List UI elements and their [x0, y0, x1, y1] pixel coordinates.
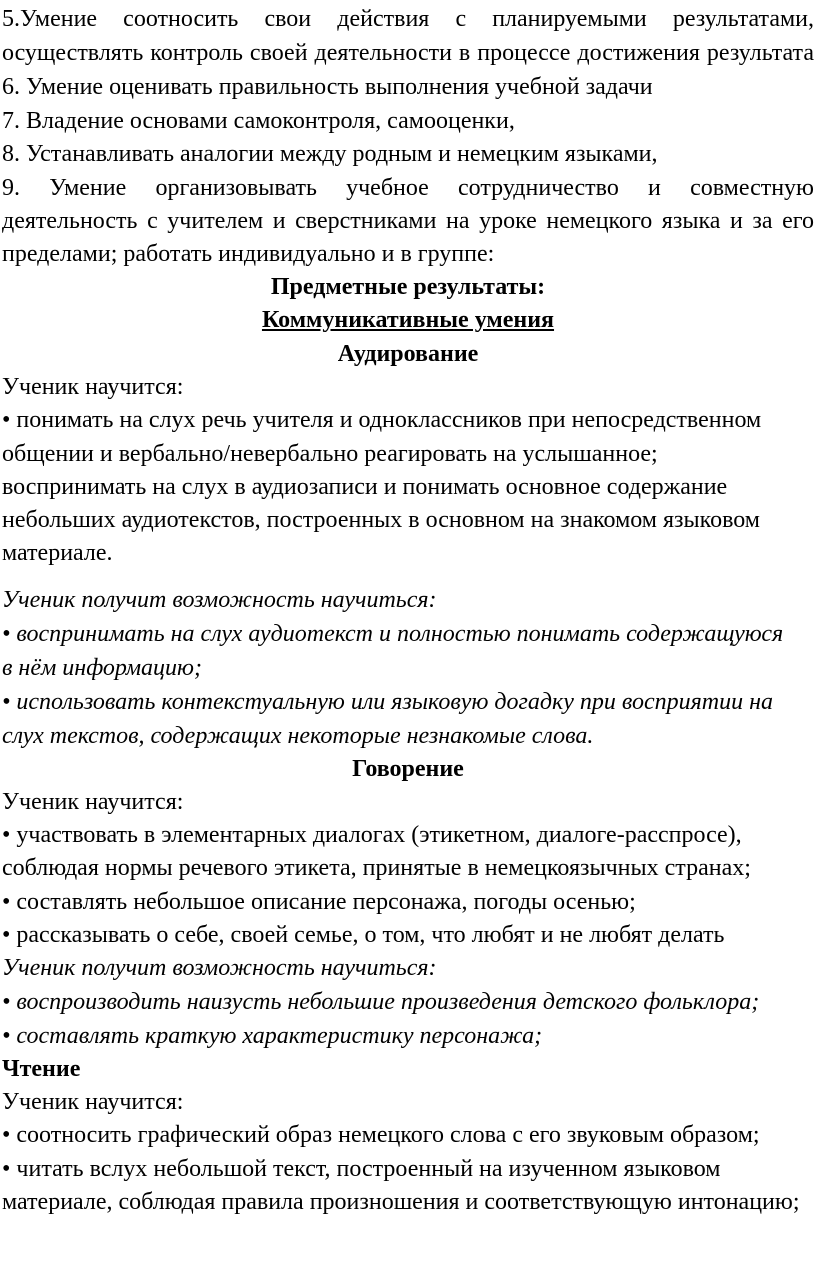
reading-learn-line-3: материале, соблюдая правила произношения и соответствующую интонацию;: [2, 1189, 800, 1215]
listening-learn-line-5: материале.: [2, 540, 113, 566]
speaking-learn-line-4: • рассказывать о себе, своей семье, о том, что любят и не любят делать: [2, 922, 725, 948]
speaking-opportunity-intro: Ученик получит возможность научиться:: [2, 955, 437, 981]
listening-opportunity-line-3: • использовать контекстуальную или языковую догадку при восприятии на: [2, 689, 774, 715]
speaking-heading: Говорение: [352, 756, 464, 782]
speaking-opportunity-line-1: • воспроизводить наизусть небольшие произведения детского фольклора;: [2, 989, 760, 1015]
speaking-learn-line-2: соблюдая нормы речевого этикета, принятые в немецкоязычных странах;: [2, 855, 751, 881]
listening-heading: Аудирование: [337, 341, 479, 367]
objective-9-line-3: пределами; работать индивидуально и в группе:: [2, 241, 495, 267]
listening-learn-line-3: воспринимать на слух в аудиозаписи и понимать основное содержание: [2, 474, 728, 500]
reading-heading: Чтение: [2, 1056, 81, 1082]
listening-opportunity-line-1: • воспринимать на слух аудиотекст и полностью понимать содержащуюся: [2, 621, 784, 647]
objective-6: 6. Умение оценивать правильность выполнения учебной задачи: [2, 74, 653, 100]
listening-learn-line-4: небольших аудиотекстов, построенных в основном на знакомом языковом: [2, 507, 760, 533]
objective-7: 7. Владение основами самоконтроля, самооценки,: [2, 108, 515, 134]
speaking-learn-line-1: • участвовать в элементарных диалогах (этикетном, диалоге-расспросе),: [2, 822, 742, 848]
speaking-opportunity-line-2: • составлять краткую характеристику персонажа;: [2, 1023, 543, 1049]
listening-learn-line-2: общении и вербально/невербально реагировать на услышанное;: [2, 441, 658, 467]
listening-opportunity-line-4: слух текстов, содержащих некоторые незнакомые слова.: [2, 723, 594, 749]
objective-8: 8. Устанавливать аналогии между родным и немецким языками,: [2, 141, 658, 167]
communicative-skills-heading: Коммуникативные умения: [261, 307, 555, 333]
listening-learn-intro: Ученик научится:: [2, 374, 184, 400]
listening-learn-line-1: • понимать на слух речь учителя и одноклассников при непосредственном: [2, 407, 762, 433]
listening-opportunity-intro: Ученик получит возможность научиться:: [2, 587, 437, 613]
objective-5-line-1: 5.Умение соотносить свои действия с планируемыми результатами,: [2, 6, 814, 32]
speaking-learn-intro: Ученик научится:: [2, 789, 184, 815]
reading-learn-line-1: • соотносить графический образ немецкого слова с его звуковым образом;: [2, 1122, 760, 1148]
reading-learn-line-2: • читать вслух небольшой текст, построенный на изученном языковом: [2, 1156, 721, 1182]
speaking-learn-line-3: • составлять небольшое описание персонажа, погоды осенью;: [2, 889, 636, 915]
objective-9-line-1: 9. Умение организовывать учебное сотрудничество и совместную: [2, 175, 814, 201]
subject-results-heading: Предметные результаты:: [270, 274, 546, 300]
listening-opportunity-line-2: в нём информацию;: [2, 655, 202, 681]
objective-5-line-2: осуществлять контроль своей деятельности в процессе достижения результата: [2, 40, 814, 66]
objective-9-line-2: деятельность с учителем и сверстниками на уроке немецкого языка и за его: [2, 208, 814, 234]
reading-learn-intro: Ученик научится:: [2, 1089, 184, 1115]
